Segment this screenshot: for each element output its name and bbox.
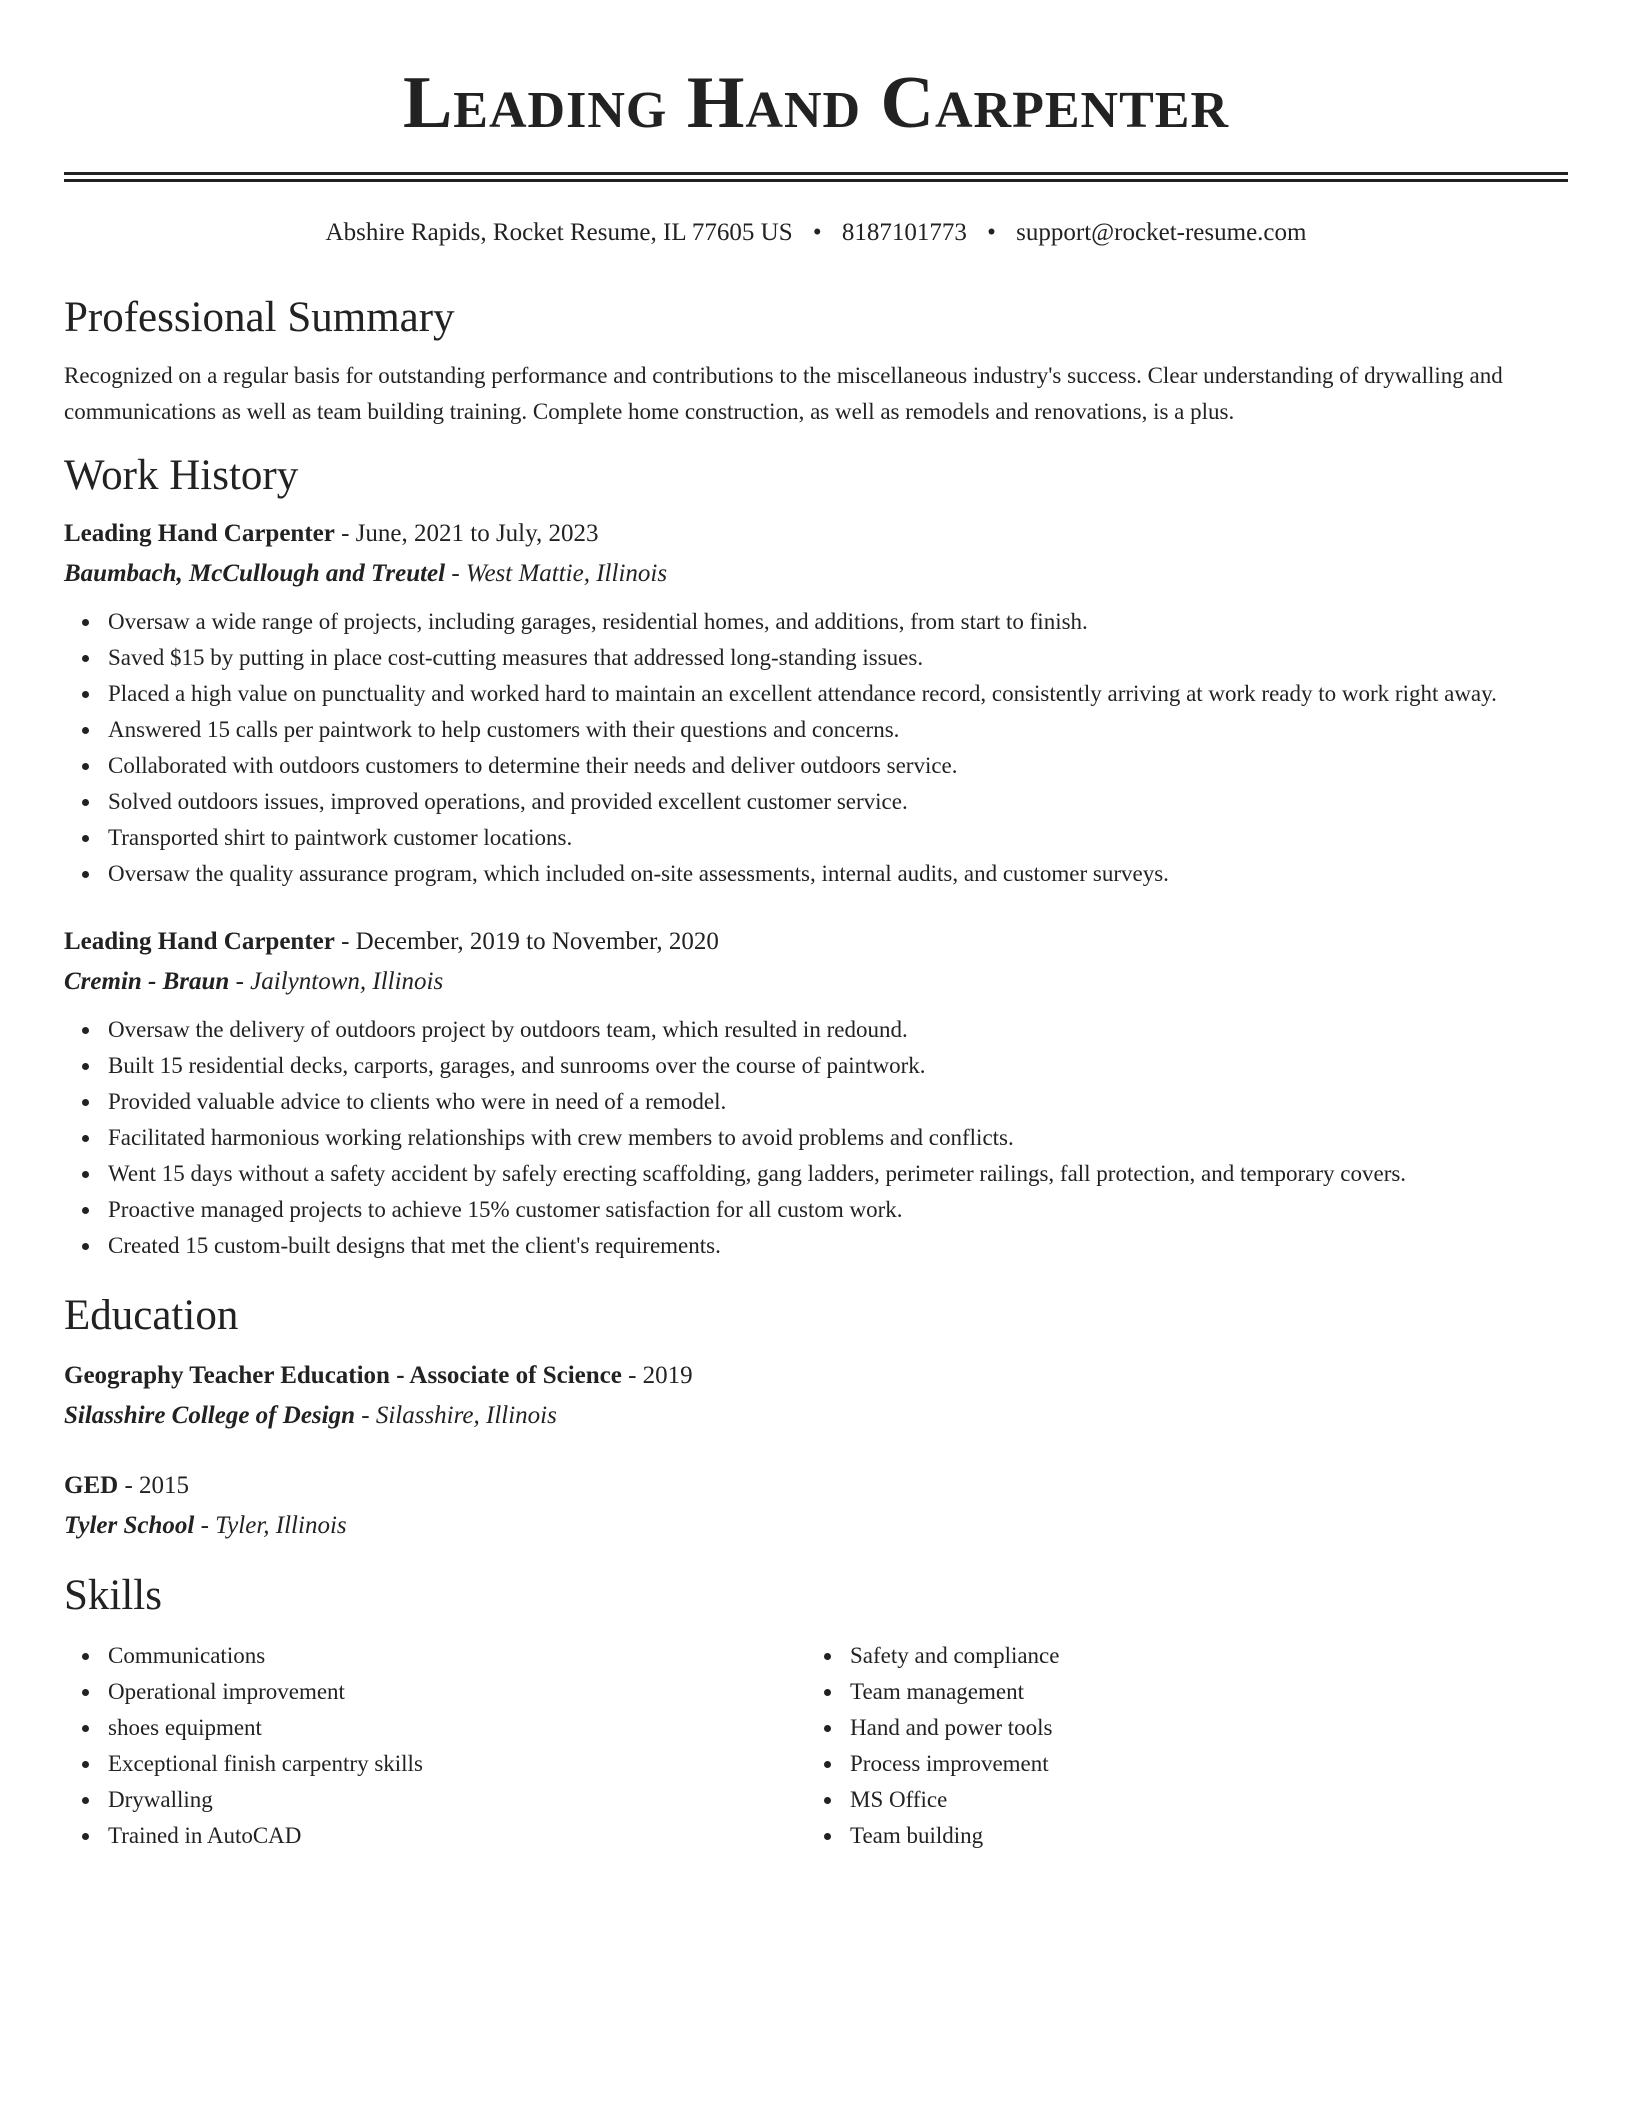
summary-text: Recognized on a regular basis for outstanding performance and contributions to the miscellaneous industry's success. Clear understanding of drywalling and communications as well as team building training. Complete home construction, as well as remodels and renovations, is a plus. — [64, 363, 1503, 424]
skills-list — [64, 1638, 806, 1854]
education-institution — [64, 1506, 1568, 1546]
education-year: - 2015 — [118, 1472, 190, 1499]
education-header — [64, 1356, 1568, 1396]
education-degree: GED — [64, 1472, 119, 1499]
job-position: Leading Hand Carpenter — [64, 520, 335, 547]
skills-grid — [64, 1638, 1568, 1854]
list-item: Oversaw the delivery of outdoors project by outdoors team, which resulted in redound. — [108, 1012, 1568, 1048]
education-year: - 2019 — [621, 1362, 693, 1389]
list-item: Solved outdoors issues, improved operations, and provided excellent customer service. — [108, 784, 1568, 820]
education-school: Tyler School — [64, 1512, 195, 1539]
education-entry — [64, 1466, 1568, 1546]
education-entry — [64, 1356, 1568, 1436]
list-item: Exceptional finish carpentry skills — [108, 1746, 806, 1782]
list-item: Facilitated harmonious working relationships with crew members to avoid problems and conflicts. — [108, 1120, 1568, 1156]
list-item: Hand and power tools — [850, 1710, 1548, 1746]
contact-address: Abshire Rapids, Rocket Resume, IL 77605 US — [325, 219, 793, 246]
job-employer — [64, 962, 1568, 1002]
job-company: Cremin - Braun — [64, 968, 230, 995]
list-item: Process improvement — [850, 1746, 1548, 1782]
job-duties-list — [64, 604, 1568, 892]
list-item: Team management — [850, 1674, 1548, 1710]
list-item: Team building — [850, 1818, 1548, 1854]
education-degree: Geography Teacher Education - Associate of Science — [64, 1362, 622, 1389]
list-item: Proactive managed projects to achieve 15% customer satisfaction for all custom work. — [108, 1192, 1568, 1228]
list-item: Provided valuable advice to clients who were in need of a remodel. — [108, 1084, 1568, 1120]
job-company: Baumbach, McCullough and Treutel — [64, 560, 446, 587]
education-school: Silasshire College of Design — [64, 1402, 355, 1429]
education-institution — [64, 1396, 1568, 1436]
education-location: - Tyler, Illinois — [194, 1512, 347, 1539]
education-location: - Silasshire, Illinois — [355, 1402, 557, 1429]
job-entry — [64, 514, 1568, 892]
job-employer — [64, 554, 1568, 594]
list-item: MS Office — [850, 1782, 1548, 1818]
education-heading: Education — [64, 1292, 239, 1339]
list-item: Saved $15 by putting in place cost-cutting measures that addressed long-standing issues. — [108, 640, 1568, 676]
job-entry — [64, 922, 1568, 1264]
contact-separator: • — [987, 219, 996, 246]
list-item: Transported shirt to paintwork customer locations. — [108, 820, 1568, 856]
list-item: Safety and compliance — [850, 1638, 1548, 1674]
header-double-rule — [64, 172, 1568, 182]
job-location: - Jailyntown, Illinois — [229, 968, 444, 995]
work-history-heading: Work History — [64, 452, 299, 499]
contact-phone: 8187101773 — [841, 219, 967, 246]
list-item: Oversaw the quality assurance program, which included on-site assessments, internal audits, and customer surveys. — [108, 856, 1568, 892]
list-item: Oversaw a wide range of projects, including garages, residential homes, and additions, from start to finish. — [108, 604, 1568, 640]
job-position: Leading Hand Carpenter — [64, 928, 335, 955]
list-item: Communications — [108, 1638, 806, 1674]
skills-column-right — [806, 1638, 1548, 1854]
job-dates: - December, 2019 to November, 2020 — [334, 928, 719, 955]
summary-heading: Professional Summary — [64, 294, 455, 341]
list-item: Operational improvement — [108, 1674, 806, 1710]
list-item: Created 15 custom-built designs that met the client's requirements. — [108, 1228, 1568, 1264]
job-dates: - June, 2021 to July, 2023 — [334, 520, 599, 547]
skills-heading: Skills — [64, 1572, 162, 1619]
job-header — [64, 922, 1568, 962]
contact-email: support@rocket-resume.com — [1016, 219, 1307, 246]
contact-separator: • — [812, 219, 822, 246]
list-item: Built 15 residential decks, carports, garages, and sunrooms over the course of paintwork. — [108, 1048, 1568, 1084]
list-item: Trained in AutoCAD — [108, 1818, 806, 1854]
skills-list — [806, 1638, 1548, 1854]
list-item: Answered 15 calls per paintwork to help customers with their questions and concerns. — [108, 712, 1568, 748]
education-header — [64, 1466, 1568, 1506]
candidate-name: Leading Hand Carpenter — [402, 62, 1230, 144]
list-item: Placed a high value on punctuality and worked hard to maintain an excellent attendance record, consistently arriving at work ready to work right away. — [108, 676, 1568, 712]
job-location: - West Mattie, Illinois — [445, 560, 668, 587]
contact-line — [64, 216, 1568, 250]
job-duties-list — [64, 1012, 1568, 1264]
list-item: Went 15 days without a safety accident by safely erecting scaffolding, gang ladders, perimeter railings, fall protection, and temporary covers. — [108, 1156, 1568, 1192]
list-item: Drywalling — [108, 1782, 806, 1818]
list-item: shoes equipment — [108, 1710, 806, 1746]
list-item: Collaborated with outdoors customers to determine their needs and deliver outdoors service. — [108, 748, 1568, 784]
skills-column-left — [64, 1638, 806, 1854]
job-header — [64, 514, 1568, 554]
